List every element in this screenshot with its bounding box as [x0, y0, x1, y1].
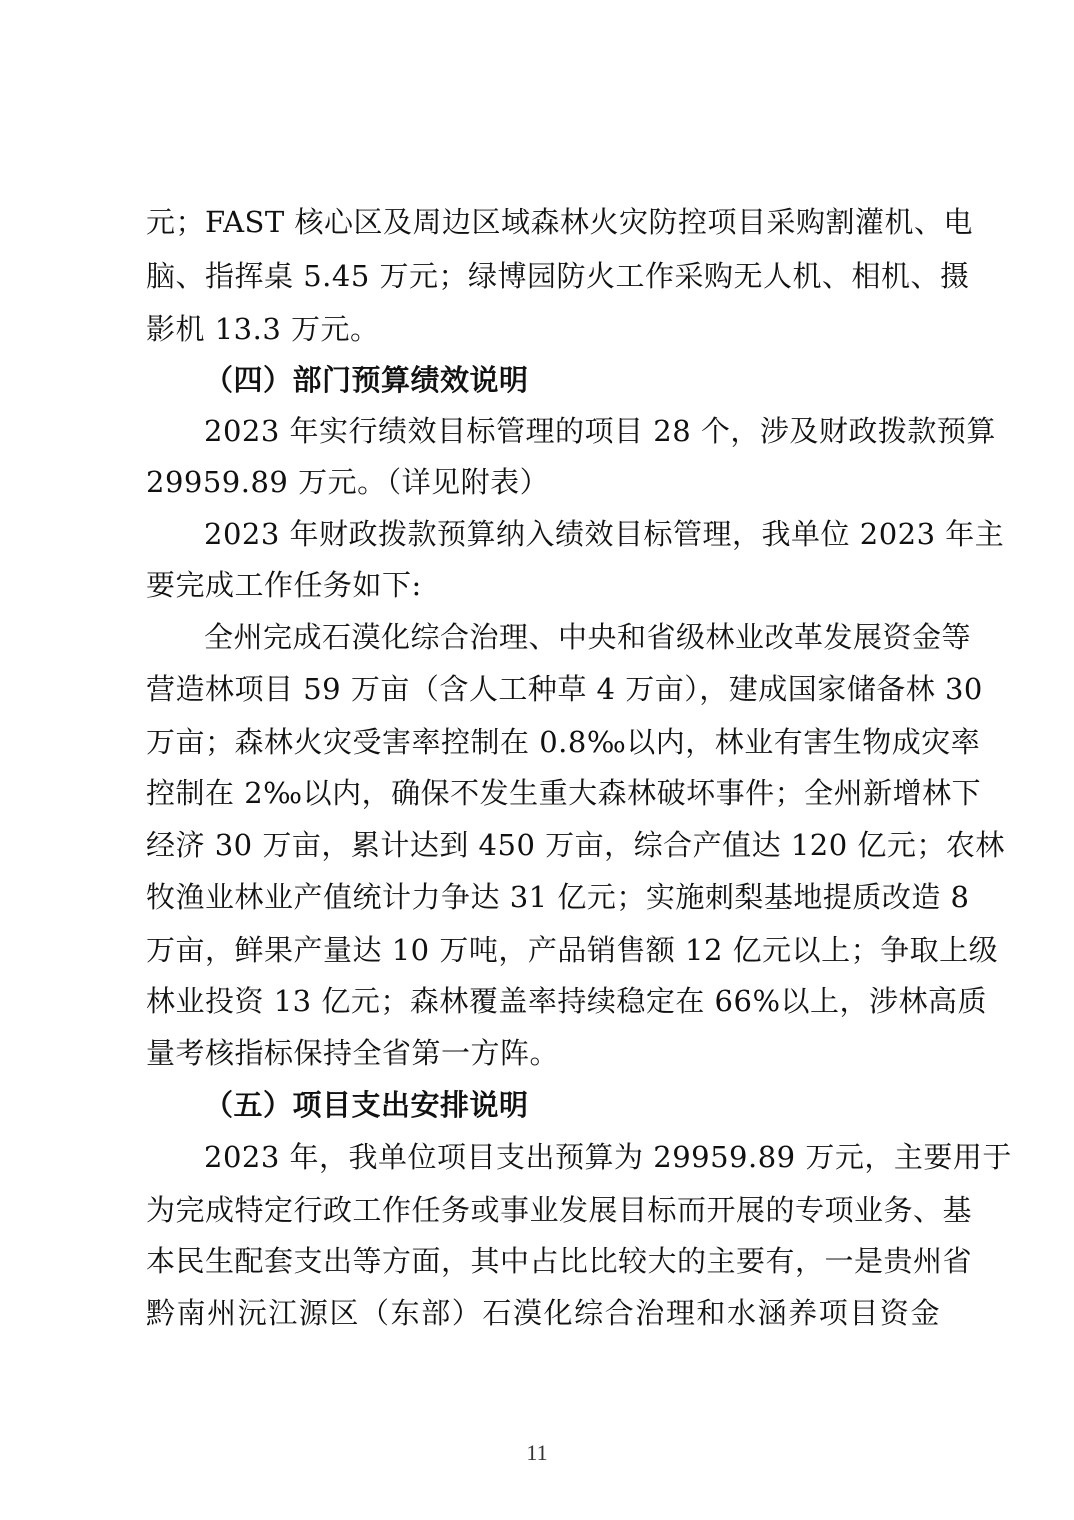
paragraph-line: 2023 年实行绩效目标管理的项目 28 个，涉及财政拨款预算: [204, 414, 996, 448]
paragraph-line: 经济 30 万亩，累计达到 450 万亩，综合产值达 120 亿元；农林: [146, 828, 1005, 862]
paragraph-line: 2023 年，我单位项目支出预算为 29959.89 万元，主要用于: [204, 1140, 1012, 1174]
paragraph-line: 影机 13.3 万元。: [146, 312, 380, 346]
paragraph-line: 林业投资 13 亿元；森林覆盖率持续稳定在 66%以上，涉林高质: [146, 984, 988, 1018]
section-heading-4: （四）部门预算绩效说明: [204, 363, 529, 397]
paragraph-line: 元；FAST 核心区及周边区域森林火灾防控项目采购割灌机、电: [146, 205, 973, 239]
paragraph-line: 黔南州沅江源区（东部）石漠化综合治理和水涵养项目资金: [146, 1296, 940, 1330]
paragraph-line: 脑、指挥桌 5.45 万元；绿博园防火工作采购无人机、相机、摄: [146, 259, 970, 293]
paragraph-line: 要完成工作任务如下:: [146, 568, 422, 602]
paragraph-line: 为完成特定行政工作任务或事业发展目标而开展的专项业务、基: [146, 1193, 973, 1227]
paragraph-line: 牧渔业林业产值统计力争达 31 亿元；实施刺梨基地提质改造 8: [146, 880, 970, 914]
paragraph-line: 全州完成石漠化综合治理、中央和省级林业改革发展资金等: [204, 620, 972, 654]
paragraph-line: 万亩；森林火灾受害率控制在 0.8‰以内，林业有害生物成灾率: [146, 725, 981, 759]
paragraph-line: 29959.89 万元。（详见附表）: [146, 465, 550, 499]
paragraph-line: 2023 年财政拨款预算纳入绩效目标管理，我单位 2023 年主: [204, 517, 1005, 551]
paragraph-line: 量考核指标保持全省第一方阵。: [146, 1036, 560, 1070]
page-number: 11: [526, 1440, 548, 1465]
section-heading-5: （五）项目支出安排说明: [204, 1088, 529, 1122]
paragraph-line: 营造林项目 59 万亩（含人工种草 4 万亩），建成国家储备林 30: [146, 672, 983, 706]
paragraph-line: 万亩，鲜果产量达 10 万吨，产品销售额 12 亿元以上；争取上级: [146, 933, 999, 967]
paragraph-line: 本民生配套支出等方面，其中占比比较大的主要有，一是贵州省: [146, 1244, 973, 1278]
paragraph-line: 控制在 2‰以内，确保不发生重大森林破坏事件；全州新增林下: [146, 776, 982, 810]
